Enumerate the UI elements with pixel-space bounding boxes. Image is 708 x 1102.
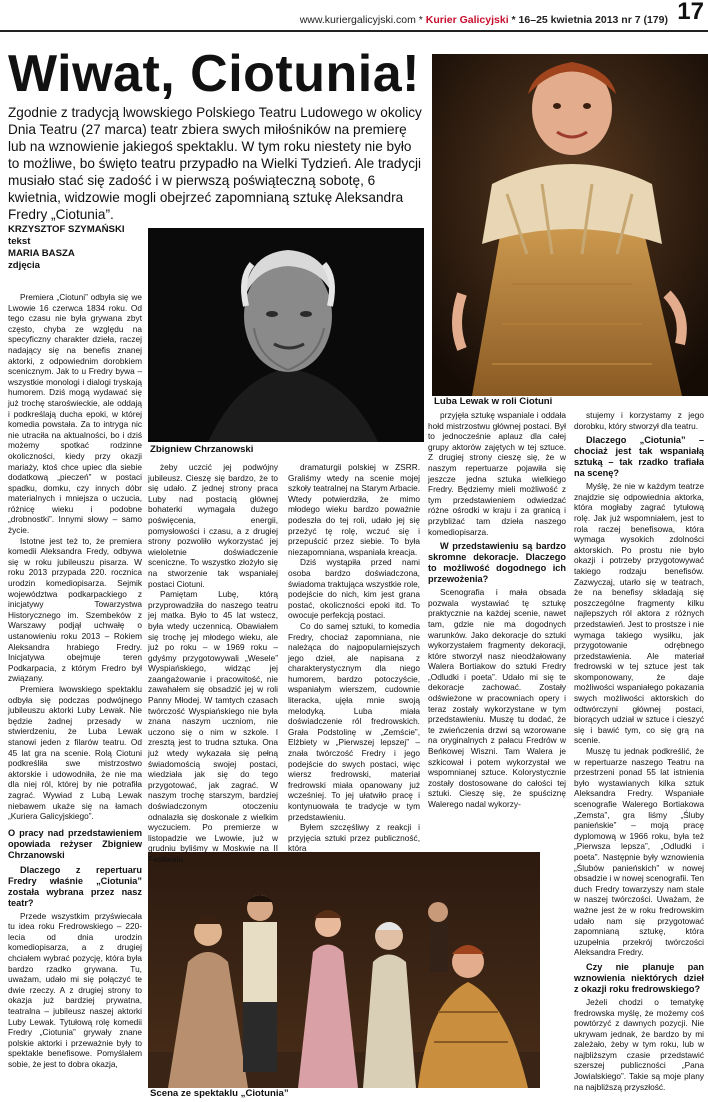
paragraph: dramaturgii polskiej w ZSRR. Graliśmy wtedy na scenie mojej szkoły teatralnej na Starym Arbacie. Wtedy potwierdziła, że mimo młodego wieku bardzo poważnie podeszła do tej roli, udało jej się przeżyć tę rolę, wczuć się i przepuścić przez siebie. To była niezapomniana, wspaniała kreacja. [288, 462, 420, 557]
page-header [0, 0, 708, 32]
byline-author-role: tekst [8, 236, 31, 247]
paragraph: żeby uczcić jej podwójny jubileusz. Cieszę się bardzo, że to się udało. Z jednej strony praca Luby nad postacią głównej bohaterki wymagała dużego poświęcenia, energii, pomysłowości i czasu, a z drugiej strony pozwoliło wykorzystać jej wieloletnie doświadczenie sceniczne. To wszystko złożyło się na stworzenie tak wspaniałej postaci Ciotuni. [148, 462, 278, 589]
column-1 [8, 292, 142, 1100]
photo-luba-lewak [432, 54, 708, 396]
article-title: Wiwat, Ciotunia! [8, 45, 420, 103]
interview-question: Dlaczego „Ciotunia” – chociaż jest tak wspaniałą sztuką – tak rzadko trafiała na scenę? [574, 435, 704, 479]
page-number: 17 [677, 0, 704, 25]
paragraph: przyjęła sztukę wspaniale i oddała hołd mistrzostwu głównej postaci. Był to jednocześnie aplauz dla całej grupy aktorów zajętych w tej sztuce. Z drugiej strony cieszę się, że w naszym repertuarze pojawiła się jeszcze jedna sztuka wielkiego Fredry. Będziemy mieli możliwość z tym przedstawieniem odwiedzać różne ośrodki w kraju i za granicą i przybliżać tam dzieła naszego komediopisarza. [428, 410, 566, 537]
interview-question: Czy nie planuje pan wznowienia niektórych dzieł z okazji roku fredrowskiego? [574, 961, 704, 994]
issue-info: * 16–25 kwietnia 2013 nr 7 (179) [508, 14, 668, 26]
paragraph: Premiera „Ciotuni” odbyła się we Lwowie 16 czerwca 1834 roku. Od tego czasu nie była grywana zbyt często, chyba ze względu na specyficzny charakter dzieła, raczej nadający się na benefis znanej aktorki, z odpowiednim dorobkiem scenicznym. Jak to u Fredry bywa – wszystkie monologi i dialogi tryskają humorem. Dziś mogą wydawać się już trochę staroświeckie, ale oddają i podkreślają ducha epoki, w której komedia powstała. Za to intryga nic nie utraciła na aktualności, bo i dziś możemy spotkać rodzinne okoliczności, kiedy przy okazji mariaży, ktoś chce upiec dla siebie dodatkową „pieczeń” w postaci spadku, domku, czy innych dóbr materialnych i mniejsza o uczucia, różnicę wieku i podobne „drobnostki”. Innymi słowy – samo życie. [8, 292, 142, 536]
column-5 [574, 410, 704, 1100]
article-lead: Zgodnie z tradycją lwowskiego Polskiego Teatru Ludowego w okolicy Dnia Teatru (27 marca) teatr zbiera swych miłośników na premierę lub na wznowienie jakiegoś spektaklu. W tym roku niestety nie było to możliwe, bo święto teatru przypadło na Wielki Tydzień. Ale tradycji musiało stać się zadość i w pierwszą poświąteczną sobotę, 6 kwietnia, widzowie mogli obejrzeć zapomnianą sztukę Aleksandra Fredry „Ciotunia”. [8, 105, 422, 222]
byline-author: KRZYSZTOF SZYMAŃSKI [8, 224, 125, 235]
paragraph: Dziś wystąpiła przed nami osoba bardzo doświadczona, świadoma traktująca wszystkie role, podejście do nich, kim jest grana postać, okoliczności epoki itd. To owocuje perfekcją postaci. [288, 557, 420, 621]
byline-photographer-role: zdjęcia [8, 260, 40, 271]
paragraph: Byłem szczęśliwy z reakcji i przyjęcia sztuki przez publiczność, która [288, 822, 420, 854]
byline-photographer: MARIA BASZA [8, 248, 75, 259]
paragraph: Istotne jest też to, że premiera komedii Aleksandra Fredy, odbywa się w roku jubileuszu pisarza. W roku 2013 przypada 220. rocznica urodzin komediopisarza. Sejmik województwa podkarpackiego z inicjatywy Towarzystwa Historycznego im. Szembeków z Warszawy podjął uchwałę o ustanowieniu roku 2013 – Rokiem Aleksandra hrabiego Fredry. Inicjatywa obejmuje teren Podkarpacia, z którym Fredro był związany. [8, 535, 142, 684]
column-2 [148, 462, 278, 864]
column-4 [428, 410, 566, 850]
paragraph: Pamiętam Lubę, którą przyprowadziła do naszego teatru jej matka. Było to 45 lat wstecz, była wtedy uczennicą. Obawiałem się trochę jej młodego wieku, ale już po roku – w 1969 roku – gdyśmy przygotowywali „Wesele” Wyspiańskiego, widząc jej zaangażowanie i pracowitość, nie zawahałem się obsadzić jej w roli Panny Młodej. W tamtych czasach twórczość Wyspiańskiego nie była znana naszym uczniom, nie uczono się o nim w szkole. I zresztą jest to trudna sztuka. Ona już wtedy wykazała się pełną świadomością swojej postaci, wiedziała jak się do tego przygotować, jak zagrać. W naszym trochę starszym, bardziej doświadczonym otoczeniu odnalazła się doskonale z wielkim wyczuciem. Po premierze w listopadzie we Lwowie, już w grudniu byliśmy w Moskwie na II Festiwalu [148, 589, 278, 864]
photo-scene [148, 852, 540, 1088]
site-url[interactable]: www.kuriergalicyjski.com * [299, 14, 426, 26]
photo-chrzanowski-image [148, 228, 424, 442]
interview-subheading: O pracy nad przedstawieniem opowiada reżyser Zbigniew Chrzanowski [8, 827, 142, 860]
paragraph: Scenografia i mała obsada pozwala wystawiać tę sztukę praktycznie na każdej scenie, nawet tam, gdzie nie ma dogodnych warunków. Jako dekoracje do sztuki wykorzystałem fragmenty dekoracji, które stworzył nasz nieodżałowany Walera Bortiakow do sztuki Fredry „Odludki i poeta”. Udało mi się te dekoracje zachować. Zostały odświeżone w pracowniach opery i teraz zostały wykorzystane w tym przedstawieniu. Muszę tu dodać, że te zwieńczenia drzwi są wzorowane na oryginalnych z pałacu Fredrów w Beńkowej Wiszni. Tam Walera je szkicował i potem wykorzystał we wspomnianej sztuce. Kolorystycznie zostały dostosowane do całości tej sztuki. Cieszę się, że spuściznę Walerego nadal wykorzy- [428, 587, 566, 809]
caption-luba-lewak: Luba Lewak w roli Ciotuni [434, 396, 553, 407]
column-3 [288, 462, 420, 854]
paragraph: Premiera lwowskiego spektaklu odbyła się podczas podwójnego jubileuszu aktorki Luby Lewak. Nie będzie żadnej przesady w stwierdzeniu, że Luba Lewak stanowi jeden z filarów teatru. Od 45 lat gra na scenie. Rolą Ciotuni podkreśliła swe mistrzostwo aktorskie i udowodniła, że nie ma dla niej ról, której by nie potrafiła zagrać. Wywiad z Lubą Lewak niebawem ukaże się na łamach „Kuriera Galicyjskiego”. [8, 683, 142, 822]
paragraph: Co do samej sztuki, to komedia Fredry, chociaż zapomniana, nie należąca do najpopularniejszych jego dzieł, ale napisana z charakterystycznym dla niego humorem, bardzo potoczyście, wspaniałym wierszem, cudownie literacka, ujęła mnie swoją melodyką. Luba miała doświadczenie ról fredrowskich. Grała Podstolinę w „Zemście”, Elżbiety w „Pierwszej lepszej” – znała twórczość Fredry i jego podejście do swych postaci, więc wiersz fredrowski, materiał fredrowski miała opanowany już wcześniej. To jej ułatwiło pracę i kontynuowała te tradycje w tym przedstawieniu. [288, 620, 420, 822]
masthead-line [300, 14, 668, 26]
paragraph: Przede wszystkim przyświecała tu idea roku Fredrowskiego – 220-lecia od dnia urodzin komediopisarza, a z drugiej chciałem wybrać pozycję, która była bardzo rzadko grywana. Tu, uważam, udało mi się połączyć te dwie rzeczy. A z drugiej strony to okazja już bardziej prywatna, teatralna – jubileusz naszej aktorki Luby Lewak. Tytułową rolę komedii Fredry „Ciotunia” grywały znane polskie aktorki i przeważnie były to spektakle benefisowe. Pomyślałem sobie, że jest to dobra okazja, [8, 910, 142, 1069]
paragraph: stujemy i korzystamy z jego dorobku, który stworzył dla teatru. [574, 410, 704, 431]
interview-question: W przedstawieniu są bardzo skromne dekoracje. Dlaczego to możliwość dogodnego ich przewożenia? [428, 541, 566, 585]
photo-zbigniew-chrzanowski [148, 228, 424, 442]
byline [8, 224, 144, 272]
paragraph: Myślę, że nie w każdym teatrze znajdzie się odpowiednia aktorka, która mogłaby zagrać tytułową rolę. Jak już wspomniałem, jest to rola raczej benefisowa, która wymaga wysokich zdolności aktorskich. Po prostu nie było okazji i potrzeby przygotowywać takiego rodzaju benefisów. Zazwyczaj, utarło się w teatrach, że na benefisy składają się poszczególne fragmenty kilku najlepszych ról aktora z różnych przedstawień. Jest to prostsze i nie wymaga takiego wysiłku, jak przygotowanie odrębnego przedstawienia. Ale materiał fredrowski w tej sztuce jest tak skomponowany, że daje możliwości wspaniałego pokazania swych możliwości aktorskich do odtwórczyni głównej postaci, biorących udział w sztuce i cieszyć się i bawić tym, co się grą na scenie. [574, 481, 704, 746]
brand-name: Kurier Galicyjski [425, 14, 509, 26]
photo-scene-image [148, 852, 540, 1088]
interview-question: Dlaczego z repertuaru Fredry właśnie „Ciotunia” została wybrana przez nasz teatr? [8, 864, 142, 908]
caption-scene: Scena ze spektaklu „Ciotunia” [150, 1088, 289, 1099]
paragraph: Muszę tu jednak podkreślić, że w repertuarze naszego Teatru na przestrzeni ponad 55 lat istnienia było wystawianych kilka sztuk Aleksandra Fredry. Wspaniałe scenografie Walerego Bortiakowa „Zemsta”, gra liśmy „Śluby panieńskie” – moją pracę dyplomową w 1966 roku, była też „Pierwsza lepsza”, „Odludki i poeta”. Następnie były wznowienia „Ślubów panieńskich” w nowej obsadzie i w nowej scenografii. Ten duch Fredry towarzyszy nam stale w naszej twórczości. Uważam, że ważne jest że w roku fredrowskim udało nam się przygotować zapomnianą sztukę, która uzupełnia przekrój twórczości Aleksandra Fredry. [574, 746, 704, 958]
paragraph: Jeżeli chodzi o tematykę fredrowska myślę, że możemy coś powtórzyć z dawnych pozycji. Nie ukrywam jednak, że bardzo by mi zależało, żeby w tym roku, lub w najbliższym czasie przedstawić szerszej publiczności „Pana Jowialskiego”. Takie są moje plany na najbliższą przyszłość. [574, 996, 704, 1092]
caption-zbigniew-chrzanowski: Zbigniew Chrzanowski [150, 444, 254, 455]
photo-luba-lewak-image [432, 54, 708, 396]
